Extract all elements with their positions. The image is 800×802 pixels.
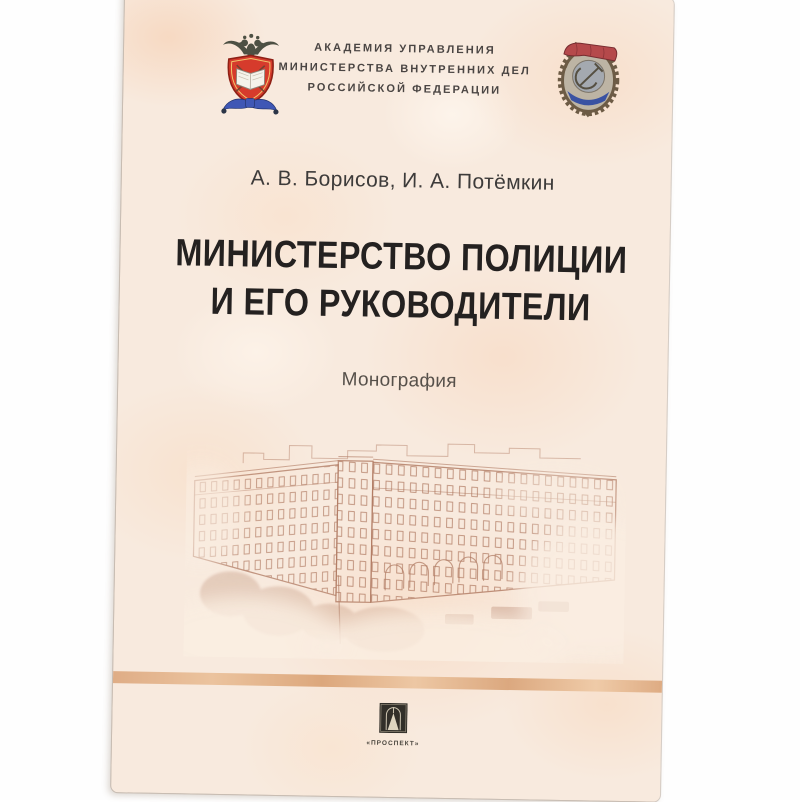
- institution-line: МИНИСТЕРСТВА ВНУТРЕННИХ ДЕЛ: [137, 54, 673, 83]
- title-line-2: И ЕГО РУКОВОДИТЕЛИ: [172, 277, 628, 333]
- cover-edge-band: [113, 671, 662, 693]
- institution-header: [136, 34, 673, 103]
- building-illustration: [183, 431, 627, 664]
- book-title: [132, 228, 670, 333]
- prospekt-logo-icon: [379, 703, 408, 733]
- institution-line: АКАДЕМИЯ УПРАВЛЕНИЯ: [137, 34, 673, 63]
- book-cover: [111, 0, 674, 802]
- institution-line: РОССИЙСКОЙ ФЕДЕРАЦИИ: [136, 74, 672, 103]
- title-line-1: МИНИСТЕРСТВО ПОЛИЦИИ: [173, 229, 629, 285]
- subtitle-monograph: Монография: [131, 365, 667, 396]
- publisher-name: «ПРОСПЕКТ»: [125, 735, 661, 751]
- publisher-logo: [125, 698, 662, 751]
- authors-line: А. В. Борисов, И. А. Потёмкин: [135, 164, 671, 197]
